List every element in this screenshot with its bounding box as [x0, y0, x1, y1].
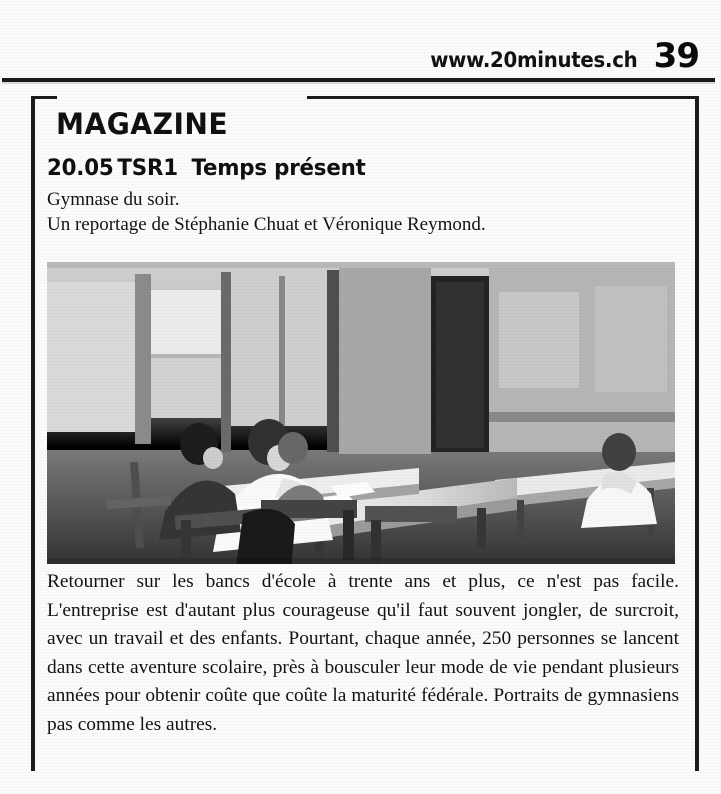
broadcast-time: 20.05	[47, 156, 114, 181]
masthead-divider	[2, 78, 715, 82]
program-title: Temps présent	[191, 156, 366, 181]
broadcast-channel: TSR1	[117, 156, 178, 181]
article-body-text: Retourner sur les bancs d'école à trente ans et plus, ce n'est pas facile. L'entreprise est d'autant plus courageuse qu'il faut souvent jongler, de surcroit, avec un travail et des enfants. Pourtant, chaque année, 250 personnes se lancent dans cette aventure scolaire, près à bousculer leur mode de vie pendant plusieurs années pour obtenir coûte que coûte la maturité fédérale. Portraits de gymnasiens pas comme les autres.	[47, 571, 679, 735]
article-photo	[47, 262, 675, 564]
section-title: MAGAZINE	[56, 107, 229, 141]
article-subtitle-line-2: Un reportage de Stéphanie Chuat et Véronique Reymond.	[47, 214, 486, 235]
article-headline	[47, 156, 658, 181]
page-number: 39	[653, 36, 699, 77]
frame-heading-gap	[57, 95, 307, 103]
article-header	[47, 156, 677, 237]
masthead	[0, 30, 699, 77]
article-body	[47, 568, 679, 740]
section-heading	[56, 106, 271, 142]
article-subtitle-line-1: Gymnase du soir.	[47, 189, 180, 210]
site-url: www.20minutes.ch	[430, 48, 638, 72]
